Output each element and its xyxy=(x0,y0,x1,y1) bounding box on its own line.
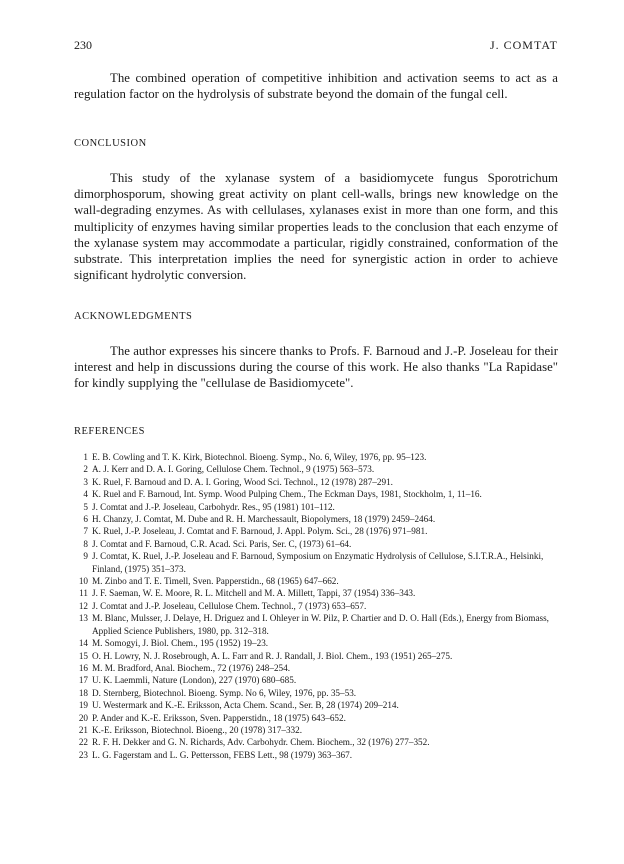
paragraph-acknowledgments-text: The author expresses his sincere thanks to Profs. F. Barnoud and J.-P. Joseleau for their interest and help in discussions during the course of this work. He also thanks "La Rapidase" for kindly supplying the "cellulase de Basidiomycete". xyxy=(74,344,558,391)
reference-item xyxy=(74,525,558,537)
reference-number: 9 xyxy=(83,551,88,562)
reference-number: 15 xyxy=(78,650,88,661)
reference-item xyxy=(74,538,558,550)
reference-text: K. Ruel, J.-P. Joseleau, J. Comtat and F. Barnoud, J. Appl. Polym. Sci., 28 (1976) 971–981. xyxy=(92,526,428,537)
reference-number: 23 xyxy=(78,749,88,760)
reference-text: K. Ruel and F. Barnoud, Int. Symp. Wood Pulping Chem., The Eckman Days, 1981, Stockholm, 1, 11–16. xyxy=(92,489,482,500)
reference-item xyxy=(74,724,558,736)
reference-item xyxy=(74,612,558,637)
reference-item xyxy=(74,550,558,575)
reference-item xyxy=(74,712,558,724)
reference-text: P. Ander and K.-E. Eriksson, Sven. Papperstidn., 18 (1975) 643–652. xyxy=(92,712,346,723)
reference-item xyxy=(74,749,558,761)
reference-item xyxy=(74,488,558,500)
reference-number: 17 xyxy=(78,675,88,686)
section-heading-references: REFERENCES xyxy=(74,426,145,437)
reference-number: 6 xyxy=(83,514,88,525)
reference-text: J. Comtat, K. Ruel, J.-P. Joseleau and F. Barnoud, Symposium on Enzymatic Hydrolysis of Cellulose, S.I.T.R.A., Helsinki, Finland, (1975) 351–373. xyxy=(92,551,544,574)
reference-item xyxy=(74,736,558,748)
reference-number: 11 xyxy=(79,588,88,599)
paragraph-intro xyxy=(74,70,558,102)
reference-text: J. Comtat and J.-P. Joseleau, Carbohydr. Res., 95 (1981) 101–112. xyxy=(92,501,335,512)
reference-number: 12 xyxy=(78,600,88,611)
reference-number: 7 xyxy=(83,526,88,537)
reference-item xyxy=(74,687,558,699)
reference-item xyxy=(74,575,558,587)
reference-number: 8 xyxy=(83,538,88,549)
paragraph-acknowledgments xyxy=(74,343,558,392)
reference-number: 4 xyxy=(83,489,88,500)
reference-item xyxy=(74,674,558,686)
reference-number: 21 xyxy=(78,724,88,735)
reference-item xyxy=(74,451,558,463)
reference-item xyxy=(74,600,558,612)
reference-item xyxy=(74,463,558,475)
reference-number: 16 xyxy=(78,662,88,673)
reference-number: 3 xyxy=(83,476,88,487)
reference-item xyxy=(74,662,558,674)
reference-text: A. J. Kerr and D. A. I. Goring, Cellulose Chem. Technol., 9 (1975) 563–573. xyxy=(92,464,375,475)
reference-number: 5 xyxy=(83,501,88,512)
reference-text: U. K. Laemmli, Nature (London), 227 (1970) 680–685. xyxy=(92,675,297,686)
reference-number: 2 xyxy=(83,464,88,475)
reference-item xyxy=(74,476,558,488)
reference-text: L. G. Fagerstam and L. G. Pettersson, FEBS Lett., 98 (1979) 363–367. xyxy=(92,749,353,760)
reference-number: 18 xyxy=(78,687,88,698)
reference-list xyxy=(74,451,558,761)
reference-item xyxy=(74,699,558,711)
section-heading-conclusion: CONCLUSION xyxy=(74,138,147,149)
reference-text: M. Blanc, Mulsser, J. Delaye, H. Driguez and I. Ohleyer in W. Pilz, P. Chartier and D. O. Hall (Eds.), Energy from Biomass, Applied Science Publishers, 1980, pp. 312–318. xyxy=(92,613,549,636)
reference-item xyxy=(74,501,558,513)
reference-number: 13 xyxy=(78,613,88,624)
reference-text: M. Zinbo and T. E. Timell, Sven. Papperstidn., 68 (1965) 647–662. xyxy=(92,576,339,587)
reference-text: D. Sternberg, Biotechnol. Bioeng. Symp. No 6, Wiley, 1976, pp. 35–53. xyxy=(92,687,357,698)
page-header xyxy=(74,38,558,54)
reference-item xyxy=(74,650,558,662)
reference-item xyxy=(74,513,558,525)
reference-number: 20 xyxy=(78,712,88,723)
reference-text: H. Chanzy, J. Comtat, M. Dube and R. H. Marchessault, Biopolymers, 18 (1979) 2459–2464. xyxy=(92,514,436,525)
reference-text: J. Comtat and J.-P. Joseleau, Cellulose Chem. Technol., 7 (1973) 653–657. xyxy=(92,600,367,611)
page-number: 230 xyxy=(74,38,92,52)
reference-text: K.-E. Eriksson, Biotechnol. Bioeng., 20 (1978) 317–332. xyxy=(92,724,303,735)
paragraph-conclusion-text: This study of the xylanase system of a basidiomycete fungus Sporotrichum dimorphosporum, showing great activity on plant cell-walls, brings new knowledge on the wall-degrading enzymes. As with cellulases, xylanases exist in more than one form, and this multiplicity of enzymes having similar properties leads to the conclusion that each enzyme of the xylanase system may accommodate a particular, rigidly constrained, conformation of the substrate. This interpretation implies the need for synergistic action in order to achieve significant hydrolytic conversion. xyxy=(74,171,558,283)
reference-number: 1 xyxy=(83,452,88,462)
reference-item xyxy=(74,637,558,649)
reference-text: K. Ruel, F. Barnoud and D. A. I. Goring, Wood Sci. Technol., 12 (1978) 287–291. xyxy=(92,476,393,487)
reference-text: J. Comtat and F. Barnoud, C.R. Acad. Sci. Paris, Ser. C, (1973) 61–64. xyxy=(92,538,352,549)
paragraph-conclusion xyxy=(74,170,558,283)
reference-text: M. M. Bradford, Anal. Biochem., 72 (1976) 248–254. xyxy=(92,662,291,673)
paragraph-intro-text: The combined operation of competitive inhibition and activation seems to act as a regulation factor on the hydrolysis of substrate beyond the domain of the fungal cell. xyxy=(74,71,558,102)
reference-number: 10 xyxy=(78,576,88,587)
reference-number: 22 xyxy=(78,737,88,748)
reference-text: E. B. Cowling and T. K. Kirk, Biotechnol. Bioeng. Symp., No. 6, Wiley, 1976, pp. 95–123. xyxy=(92,452,427,462)
running-title: J. COMTAT xyxy=(489,38,558,52)
reference-item xyxy=(74,587,558,599)
section-heading-acknowledgments: ACKNOWLEDGMENTS xyxy=(74,311,193,322)
reference-text: R. F. H. Dekker and G. N. Richards, Adv. Carbohydr. Chem. Biochem., 32 (1976) 277–352. xyxy=(92,737,430,748)
reference-number: 14 xyxy=(78,638,88,649)
reference-text: O. H. Lowry, N. J. Rosebrough, A. L. Farr and R. J. Randall, J. Biol. Chem., 193 (1951) 265–275. xyxy=(92,650,453,661)
reference-text: U. Westermark and K.-E. Eriksson, Acta Chem. Scand., Ser. B, 28 (1974) 209–214. xyxy=(92,700,399,711)
reference-text: J. F. Saeman, W. E. Moore, R. L. Mitchell and M. A. Millett, Tappi, 37 (1954) 336–343. xyxy=(92,588,416,599)
reference-number: 19 xyxy=(78,700,88,711)
reference-text: M. Somogyi, J. Biol. Chem., 195 (1952) 19–23. xyxy=(92,638,269,649)
